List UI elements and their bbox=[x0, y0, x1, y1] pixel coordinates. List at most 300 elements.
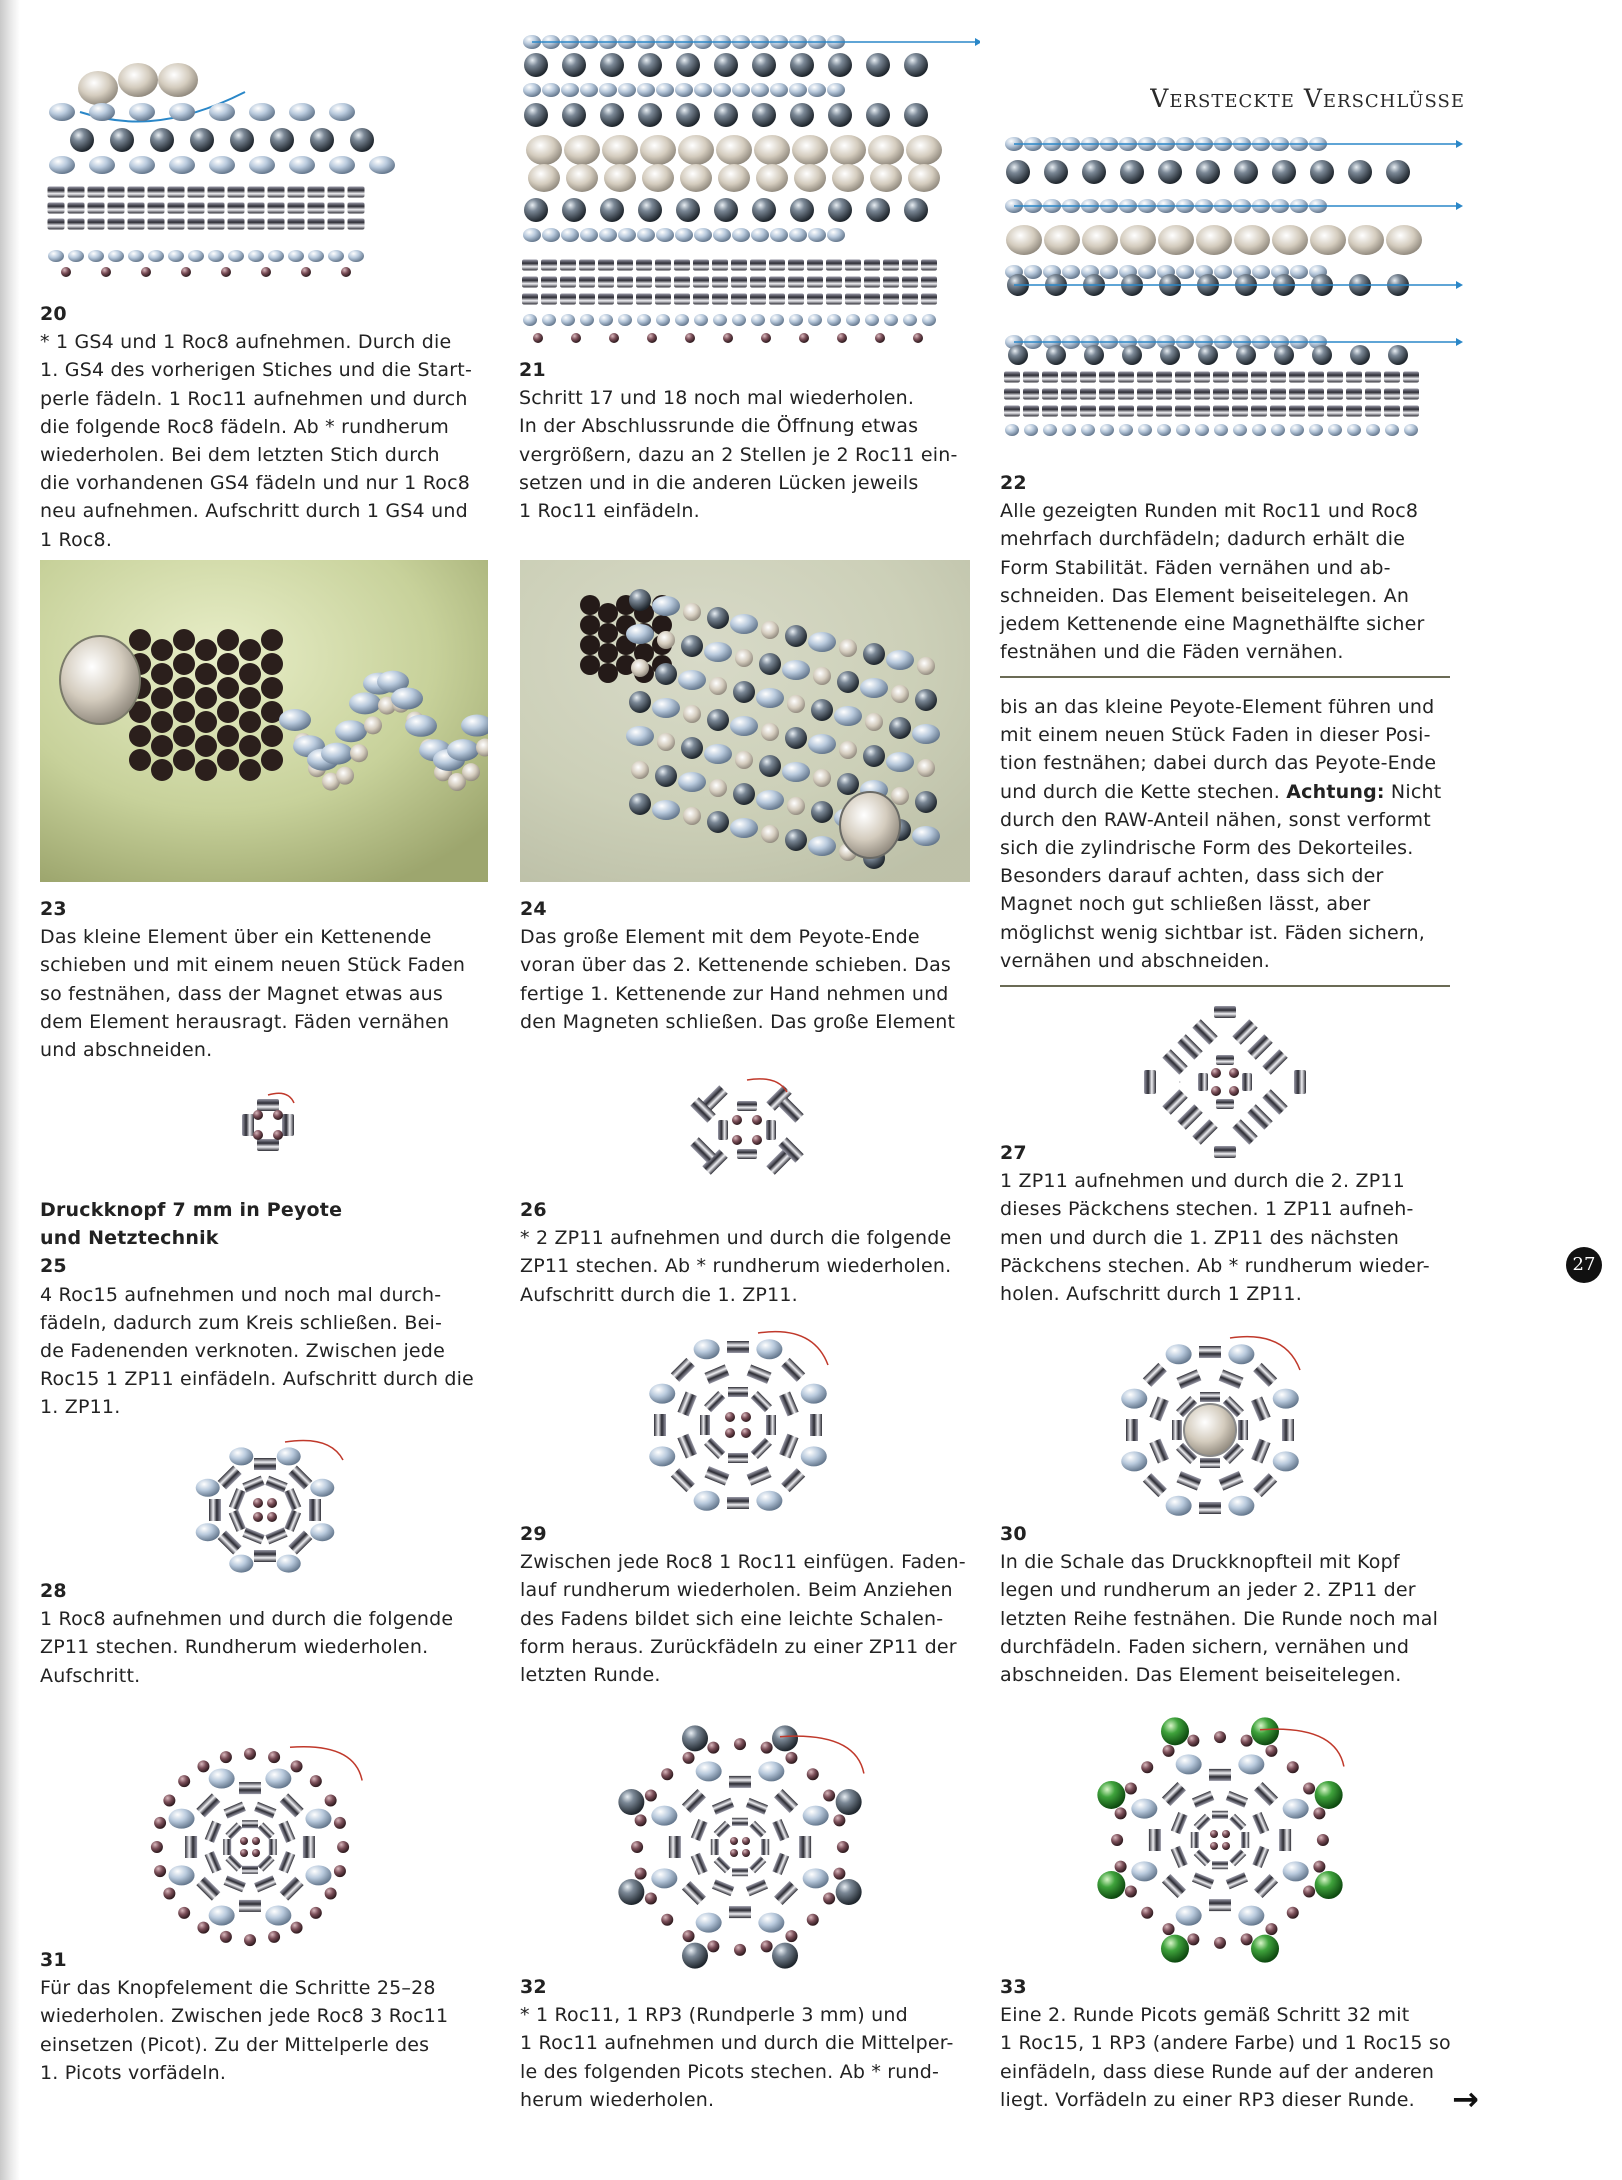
cylinder-bead bbox=[1365, 372, 1381, 383]
blue-rocaille bbox=[321, 743, 353, 765]
cylinder-bead bbox=[1194, 389, 1210, 400]
rocaille-bead bbox=[1328, 424, 1342, 436]
pearl-bead bbox=[836, 1789, 862, 1815]
rocaille-bead bbox=[694, 228, 712, 242]
cylinder-bead bbox=[1346, 389, 1362, 400]
cylinder-bead bbox=[88, 203, 105, 214]
cylinder-bead bbox=[750, 277, 766, 288]
cylinder-bead bbox=[242, 1527, 264, 1544]
step-text: 4 Roc15 aufnehmen und noch mal durch- fädeln, dadurch zum Kreis schließen. Bei- de Fadenenden verknoten. Zwischen jede Roc15 1 ZP11 einfädeln. Aufschritt durch die 1. ZP11. bbox=[40, 1283, 474, 1419]
blue-rocaille bbox=[756, 790, 784, 810]
rocaille-bead bbox=[228, 250, 244, 262]
fig28-beads bbox=[196, 1440, 343, 1572]
cylinder-bead bbox=[541, 260, 557, 271]
silver-seed-bead bbox=[813, 769, 831, 787]
cylinder-bead bbox=[1294, 1070, 1306, 1094]
cylinder-bead bbox=[799, 1836, 811, 1858]
seed-bead bbox=[1317, 1834, 1329, 1846]
cylinder-bead bbox=[682, 1789, 706, 1813]
rocaille-bead bbox=[1404, 424, 1418, 436]
rocaille-bead bbox=[770, 314, 784, 326]
cylinder-bead bbox=[1162, 1049, 1187, 1074]
cylinder-bead bbox=[1156, 389, 1172, 400]
seed-bead bbox=[240, 1849, 248, 1857]
pearl-bead bbox=[150, 128, 174, 152]
pearl-bead bbox=[714, 198, 738, 222]
seed-bead bbox=[1241, 1933, 1253, 1945]
rocaille-bead bbox=[1005, 424, 1019, 436]
seed-bead bbox=[1115, 1807, 1127, 1819]
gold-seed-bead bbox=[350, 744, 368, 762]
cylinder-bead bbox=[209, 1499, 221, 1521]
seed-bead bbox=[253, 1110, 263, 1120]
fig31-beads bbox=[151, 1747, 362, 1946]
step-22 bbox=[1000, 469, 1460, 666]
cylinder-bead bbox=[1137, 406, 1153, 417]
seed-bead bbox=[761, 333, 771, 343]
cylinder-bead bbox=[1289, 389, 1305, 400]
pearl-bead bbox=[190, 128, 214, 152]
blue-rocaille bbox=[678, 772, 706, 792]
oval-bead bbox=[716, 135, 752, 165]
seed-bead bbox=[268, 1931, 280, 1943]
dark-seed-bead bbox=[129, 749, 151, 771]
cylinder-bead bbox=[737, 1101, 757, 1111]
blue-rocaille bbox=[912, 724, 940, 744]
pearl-bead bbox=[1198, 345, 1218, 365]
cylinder-bead bbox=[248, 187, 265, 198]
pearl-bead bbox=[1272, 160, 1296, 184]
page-number-badge: 27 bbox=[1566, 1247, 1602, 1283]
cylinder-bead bbox=[636, 277, 652, 288]
seed-bead bbox=[310, 1775, 322, 1787]
seed-bead bbox=[1111, 1834, 1123, 1846]
rocaille-bead bbox=[827, 228, 845, 242]
cylinder-bead bbox=[729, 1906, 751, 1918]
seed-bead bbox=[154, 1865, 166, 1877]
cylinder-bead bbox=[845, 260, 861, 271]
pearl-bead bbox=[310, 128, 334, 152]
seed-bead bbox=[1313, 1861, 1325, 1873]
rocaille-bead bbox=[1176, 424, 1190, 436]
cylinder-bead bbox=[1219, 1370, 1244, 1389]
cylinder-bead bbox=[1149, 1829, 1161, 1851]
rocaille-bead bbox=[637, 228, 655, 242]
seed-bead bbox=[683, 1752, 695, 1764]
seed-bead bbox=[730, 1837, 738, 1845]
cylinder-bead bbox=[128, 203, 145, 214]
pearl-bead bbox=[655, 765, 677, 787]
pearl-bead bbox=[733, 783, 755, 805]
oval-bead bbox=[564, 135, 600, 165]
rocaille-bead bbox=[789, 228, 807, 242]
rocaille-bead bbox=[713, 314, 727, 326]
rocaille-bead bbox=[1043, 424, 1057, 436]
rocaille-bead bbox=[209, 1769, 235, 1789]
pearl-bead bbox=[629, 589, 651, 611]
cylinder-bead bbox=[1180, 1082, 1181, 1083]
cylinder-bead bbox=[1177, 1471, 1202, 1490]
seed-bead bbox=[244, 1934, 256, 1946]
dark-seed-bead bbox=[173, 725, 195, 747]
cylinder-bead bbox=[228, 219, 245, 230]
cylinder-bead bbox=[1219, 1471, 1244, 1491]
rocaille-bead bbox=[169, 156, 195, 174]
cylinder-bead bbox=[1251, 1439, 1270, 1464]
pearl-bead bbox=[638, 103, 662, 127]
cylinder-bead bbox=[541, 277, 557, 288]
seed-bead bbox=[253, 1130, 263, 1140]
rocaille-bead bbox=[1176, 265, 1194, 279]
cylinder-bead bbox=[522, 277, 538, 288]
cylinder-bead bbox=[188, 187, 205, 198]
blue-rocaille bbox=[349, 692, 381, 714]
cylinder-bead bbox=[902, 294, 918, 305]
pearl-bead bbox=[676, 103, 700, 127]
cylinder-bead bbox=[1251, 406, 1267, 417]
blue-rocaille bbox=[652, 698, 680, 718]
cylinder-bead bbox=[746, 1798, 768, 1815]
cylinder-bead bbox=[1365, 389, 1381, 400]
cylinder-bead bbox=[671, 1468, 695, 1492]
pearl-bead bbox=[350, 128, 374, 152]
blue-rocaille bbox=[279, 709, 311, 731]
cylinder-bead bbox=[1209, 1899, 1231, 1911]
rocaille-bead bbox=[751, 83, 769, 97]
cylinder-bead bbox=[168, 219, 185, 230]
cylinder-bead bbox=[205, 1851, 222, 1873]
rocaille-bead bbox=[129, 156, 155, 174]
step-29 bbox=[520, 1520, 980, 1689]
cylinder-bead bbox=[751, 1438, 772, 1459]
oval-bead bbox=[1006, 225, 1042, 255]
cylinder-bead bbox=[1198, 1073, 1208, 1091]
blue-rocaille bbox=[626, 726, 654, 746]
cylinder-bead bbox=[1289, 372, 1305, 383]
cylinder-bead bbox=[269, 1839, 277, 1855]
cylinder-bead bbox=[693, 277, 709, 288]
rocaille-bead bbox=[1138, 265, 1156, 279]
pearl-bead bbox=[811, 801, 833, 823]
cylinder-bead bbox=[712, 260, 728, 271]
seed-bead bbox=[571, 333, 581, 343]
figure-22-bead-rows bbox=[1000, 130, 1470, 450]
seed-bead bbox=[268, 1751, 280, 1763]
pearl-bead bbox=[733, 681, 755, 703]
rocaille-bead bbox=[169, 103, 195, 121]
seed-bead bbox=[609, 333, 619, 343]
seed-bead bbox=[785, 1752, 797, 1764]
cylinder-bead bbox=[560, 260, 576, 271]
cylinder-bead bbox=[242, 1866, 258, 1874]
cylinder-bead bbox=[108, 203, 125, 214]
rocaille-bead bbox=[1252, 424, 1266, 436]
step-number: 31 bbox=[40, 1949, 67, 1971]
rocaille-bead bbox=[1238, 1906, 1264, 1926]
rocaille-bead bbox=[903, 314, 917, 326]
step-text: * 1 Roc11, 1 RP3 (Rundperle 3 mm) und 1 Roc11 aufnehmen und durch die Mittelper- le des folgenden Picots stechen. Ab * rund- herum wiederholen. bbox=[520, 2004, 954, 2111]
dark-seed-bead bbox=[580, 655, 600, 675]
cylinder-bead bbox=[242, 1114, 254, 1136]
cylinder-bead bbox=[1192, 1791, 1214, 1808]
rocaille-bead bbox=[1131, 1861, 1157, 1881]
cylinder-bead bbox=[750, 294, 766, 305]
pearl-bead bbox=[785, 727, 807, 749]
rocaille-bead bbox=[803, 1868, 829, 1888]
cylinder-bead bbox=[1080, 389, 1096, 400]
rocaille-bead bbox=[656, 314, 670, 326]
green-bead bbox=[1161, 1935, 1189, 1963]
seed-bead bbox=[742, 1849, 750, 1857]
rocaille-bead bbox=[884, 314, 898, 326]
cylinder-bead bbox=[1192, 1872, 1214, 1889]
divider-rule bbox=[1000, 676, 1450, 678]
rocaille-bead bbox=[865, 314, 879, 326]
dark-seed-bead bbox=[129, 629, 151, 651]
seed-bead bbox=[823, 1892, 835, 1904]
silver-seed-bead bbox=[631, 659, 649, 677]
pearl-bead bbox=[1006, 160, 1030, 184]
cylinder-bead bbox=[902, 277, 918, 288]
arrow-head bbox=[975, 38, 980, 46]
rocaille-bead bbox=[649, 1384, 675, 1404]
dark-seed-bead bbox=[261, 629, 283, 651]
step-text: In die Schale das Druckknopfteil mit Kopf legen und rundherum an jeder 2. ZP11 der letzten Reihe festnähen. Die Runde noch mal durchfädeln. Faden sichern, vernähen und abschneiden. Das Element beiseitelegen. bbox=[1000, 1551, 1439, 1687]
cylinder-bead bbox=[308, 203, 325, 214]
silver-seed-bead bbox=[735, 751, 753, 769]
cylinder-bead bbox=[1289, 406, 1305, 417]
blue-rocaille bbox=[704, 744, 732, 764]
cylinder-bead bbox=[751, 1391, 772, 1412]
cylinder-bead bbox=[1171, 1846, 1188, 1868]
cylinder-bead bbox=[674, 277, 690, 288]
pearl-bead bbox=[1084, 345, 1104, 365]
pearl-bead bbox=[1274, 345, 1294, 365]
cylinder-bead bbox=[769, 277, 785, 288]
pearl-bead bbox=[863, 745, 885, 767]
dark-seed-bead bbox=[195, 663, 217, 685]
cylinder-bead bbox=[845, 294, 861, 305]
cylinder-bead bbox=[826, 260, 842, 271]
cylinder-bead bbox=[1384, 372, 1400, 383]
seed-bead bbox=[645, 1892, 657, 1904]
rocaille-bead bbox=[1195, 424, 1209, 436]
oval-bead bbox=[908, 164, 940, 192]
rocaille-bead bbox=[1138, 424, 1152, 436]
rocaille-bead bbox=[108, 250, 124, 262]
cylinder-bead bbox=[810, 1414, 822, 1436]
dark-seed-bead bbox=[195, 687, 217, 709]
seed-bead bbox=[635, 1814, 647, 1826]
arrow-head bbox=[1456, 140, 1463, 148]
pearl-bead bbox=[811, 699, 833, 721]
seed-bead bbox=[197, 1922, 209, 1934]
cylinder-bead bbox=[1232, 406, 1248, 417]
cylinder-bead bbox=[1191, 1832, 1199, 1848]
cylinder-bead bbox=[254, 1802, 276, 1819]
cylinder-bead bbox=[228, 187, 245, 198]
cylinder-bead bbox=[1308, 406, 1324, 417]
rocaille-bead bbox=[694, 1339, 720, 1359]
cylinder-bead bbox=[737, 1149, 757, 1159]
cylinder-bead bbox=[288, 1531, 312, 1555]
pearl-bead bbox=[524, 103, 548, 127]
silver-seed-bead bbox=[683, 705, 701, 723]
seed-bead bbox=[533, 333, 543, 343]
rocaille-bead bbox=[1119, 424, 1133, 436]
rocaille-bead bbox=[1214, 265, 1232, 279]
cylinder-bead bbox=[788, 277, 804, 288]
rocaille-bead bbox=[249, 156, 275, 174]
dark-seed-bead bbox=[580, 595, 600, 615]
rocaille-bead bbox=[1233, 424, 1247, 436]
blue-rocaille bbox=[704, 642, 732, 662]
pearl-bead bbox=[837, 671, 859, 693]
dark-seed-bead bbox=[217, 629, 239, 651]
rocaille-bead bbox=[268, 250, 284, 262]
cylinder-bead bbox=[225, 1822, 242, 1839]
pearl-bead bbox=[1082, 160, 1106, 184]
dark-seed-bead bbox=[598, 603, 618, 623]
cylinder-bead bbox=[1247, 1104, 1272, 1129]
cylinder-bead bbox=[714, 1821, 731, 1838]
cylinder-bead bbox=[902, 260, 918, 271]
rocaille-bead bbox=[758, 1913, 784, 1933]
cylinder-bead bbox=[781, 1358, 805, 1382]
cylinder-bead bbox=[1199, 1502, 1221, 1514]
oval-bead bbox=[906, 135, 942, 165]
cylinder-bead bbox=[1080, 406, 1096, 417]
green-bead bbox=[1251, 1935, 1279, 1963]
seed-bead bbox=[325, 1888, 337, 1900]
cylinder-bead bbox=[636, 294, 652, 305]
rocaille-bead bbox=[329, 156, 355, 174]
rocaille-bead bbox=[637, 314, 651, 326]
dark-seed-bead bbox=[173, 653, 195, 675]
cylinder-bead bbox=[1143, 1473, 1167, 1497]
pearl-bead bbox=[270, 128, 294, 152]
cylinder-bead bbox=[883, 277, 899, 288]
cylinder-bead bbox=[1137, 389, 1153, 400]
cylinder-bead bbox=[257, 1139, 279, 1151]
rocaille-bead bbox=[1228, 1344, 1254, 1364]
dark-seed-bead bbox=[598, 663, 618, 683]
cylinder-bead bbox=[693, 294, 709, 305]
rocaille-bead bbox=[1157, 424, 1171, 436]
cylinder-bead bbox=[774, 1881, 798, 1905]
seed-bead bbox=[635, 1868, 647, 1880]
cylinder-bead bbox=[1099, 372, 1115, 383]
rocaille-bead bbox=[675, 314, 689, 326]
cylinder-bead bbox=[704, 1391, 725, 1412]
cylinder-bead bbox=[728, 1453, 748, 1463]
seed-bead bbox=[875, 333, 885, 343]
cylinder-bead bbox=[48, 203, 65, 214]
dark-seed-bead bbox=[173, 677, 195, 699]
rocaille-bead bbox=[803, 1806, 829, 1826]
rocaille-bead bbox=[1283, 1799, 1309, 1819]
seed-bead bbox=[631, 1841, 643, 1853]
rocaille-bead bbox=[310, 1479, 334, 1497]
rocaille-bead bbox=[1176, 1906, 1202, 1926]
cylinder-bead bbox=[1214, 1006, 1236, 1018]
pearl-bead bbox=[714, 53, 738, 77]
rocaille-bead bbox=[770, 228, 788, 242]
rocaille-bead bbox=[1024, 424, 1038, 436]
cylinder-bead bbox=[1403, 372, 1419, 383]
rocaille-bead bbox=[789, 83, 807, 97]
rocaille-bead bbox=[599, 83, 617, 97]
dark-seed-bead bbox=[195, 735, 217, 757]
blue-rocaille bbox=[834, 706, 862, 726]
step-number: 20 bbox=[40, 303, 67, 325]
blue-rocaille bbox=[808, 836, 836, 856]
cylinder-bead bbox=[254, 1875, 276, 1892]
pearl-bead bbox=[1158, 160, 1182, 184]
cylinder-bead bbox=[1080, 372, 1096, 383]
rocaille-bead bbox=[694, 83, 712, 97]
dark-seed-bead bbox=[217, 725, 239, 747]
step-text: Zwischen jede Roc8 1 Roc11 einfügen. Faden- lauf rundherum wiederholen. Beim Anziehen des Fadens bildet sich eine leichte Schalen- form heraus. Zurückfädeln zu einer ZP11 der letzten Runde. bbox=[520, 1551, 966, 1687]
cylinder-bead bbox=[1213, 406, 1229, 417]
cylinder-bead bbox=[1232, 389, 1248, 400]
cylinder-bead bbox=[1143, 1363, 1167, 1387]
fig29-beads bbox=[649, 1332, 828, 1511]
pearl-bead bbox=[676, 198, 700, 222]
cylinder-bead bbox=[48, 219, 65, 230]
fig20-rows bbox=[48, 103, 396, 277]
seed-bead bbox=[1210, 1830, 1218, 1838]
cylinder-bead bbox=[1251, 372, 1267, 383]
pearl-bead bbox=[676, 53, 700, 77]
seed-bead bbox=[1187, 1735, 1199, 1747]
cylinder-bead bbox=[761, 1839, 769, 1855]
silver-seed-bead bbox=[709, 779, 727, 797]
cylinder-bead bbox=[598, 294, 614, 305]
rocaille-bead bbox=[1309, 424, 1323, 436]
oval-bead bbox=[680, 164, 712, 192]
step-number: 23 bbox=[40, 898, 67, 920]
cylinder-bead bbox=[883, 260, 899, 271]
cylinder-bead bbox=[228, 203, 245, 214]
cylinder-bead bbox=[864, 260, 880, 271]
seed-bead bbox=[1141, 1761, 1153, 1773]
cylinder-bead bbox=[1327, 372, 1343, 383]
cylinder-bead bbox=[348, 187, 365, 198]
pearl-bead bbox=[638, 53, 662, 77]
cylinder-bead bbox=[1061, 389, 1077, 400]
rocaille-bead bbox=[770, 83, 788, 97]
cylinder-bead bbox=[280, 1877, 304, 1901]
seed-bead bbox=[1303, 1783, 1315, 1795]
seed-bead bbox=[807, 1768, 819, 1780]
rocaille-bead bbox=[808, 314, 822, 326]
rocaille-bead bbox=[599, 228, 617, 242]
pearl-bead bbox=[110, 128, 134, 152]
seed-bead bbox=[334, 1817, 346, 1829]
pearl-bead bbox=[828, 198, 852, 222]
snap-button-icon bbox=[1184, 1404, 1236, 1456]
seed-bead bbox=[154, 1817, 166, 1829]
continue-arrow-icon: → bbox=[1452, 2080, 1479, 2118]
cylinder-bead bbox=[309, 1499, 321, 1521]
dark-seed-bead bbox=[151, 687, 173, 709]
cylinder-bead bbox=[1194, 406, 1210, 417]
rocaille-bead bbox=[656, 228, 674, 242]
cylinder-bead bbox=[278, 1851, 295, 1873]
cylinder-bead bbox=[704, 1438, 725, 1459]
rocaille-bead bbox=[305, 1809, 331, 1829]
